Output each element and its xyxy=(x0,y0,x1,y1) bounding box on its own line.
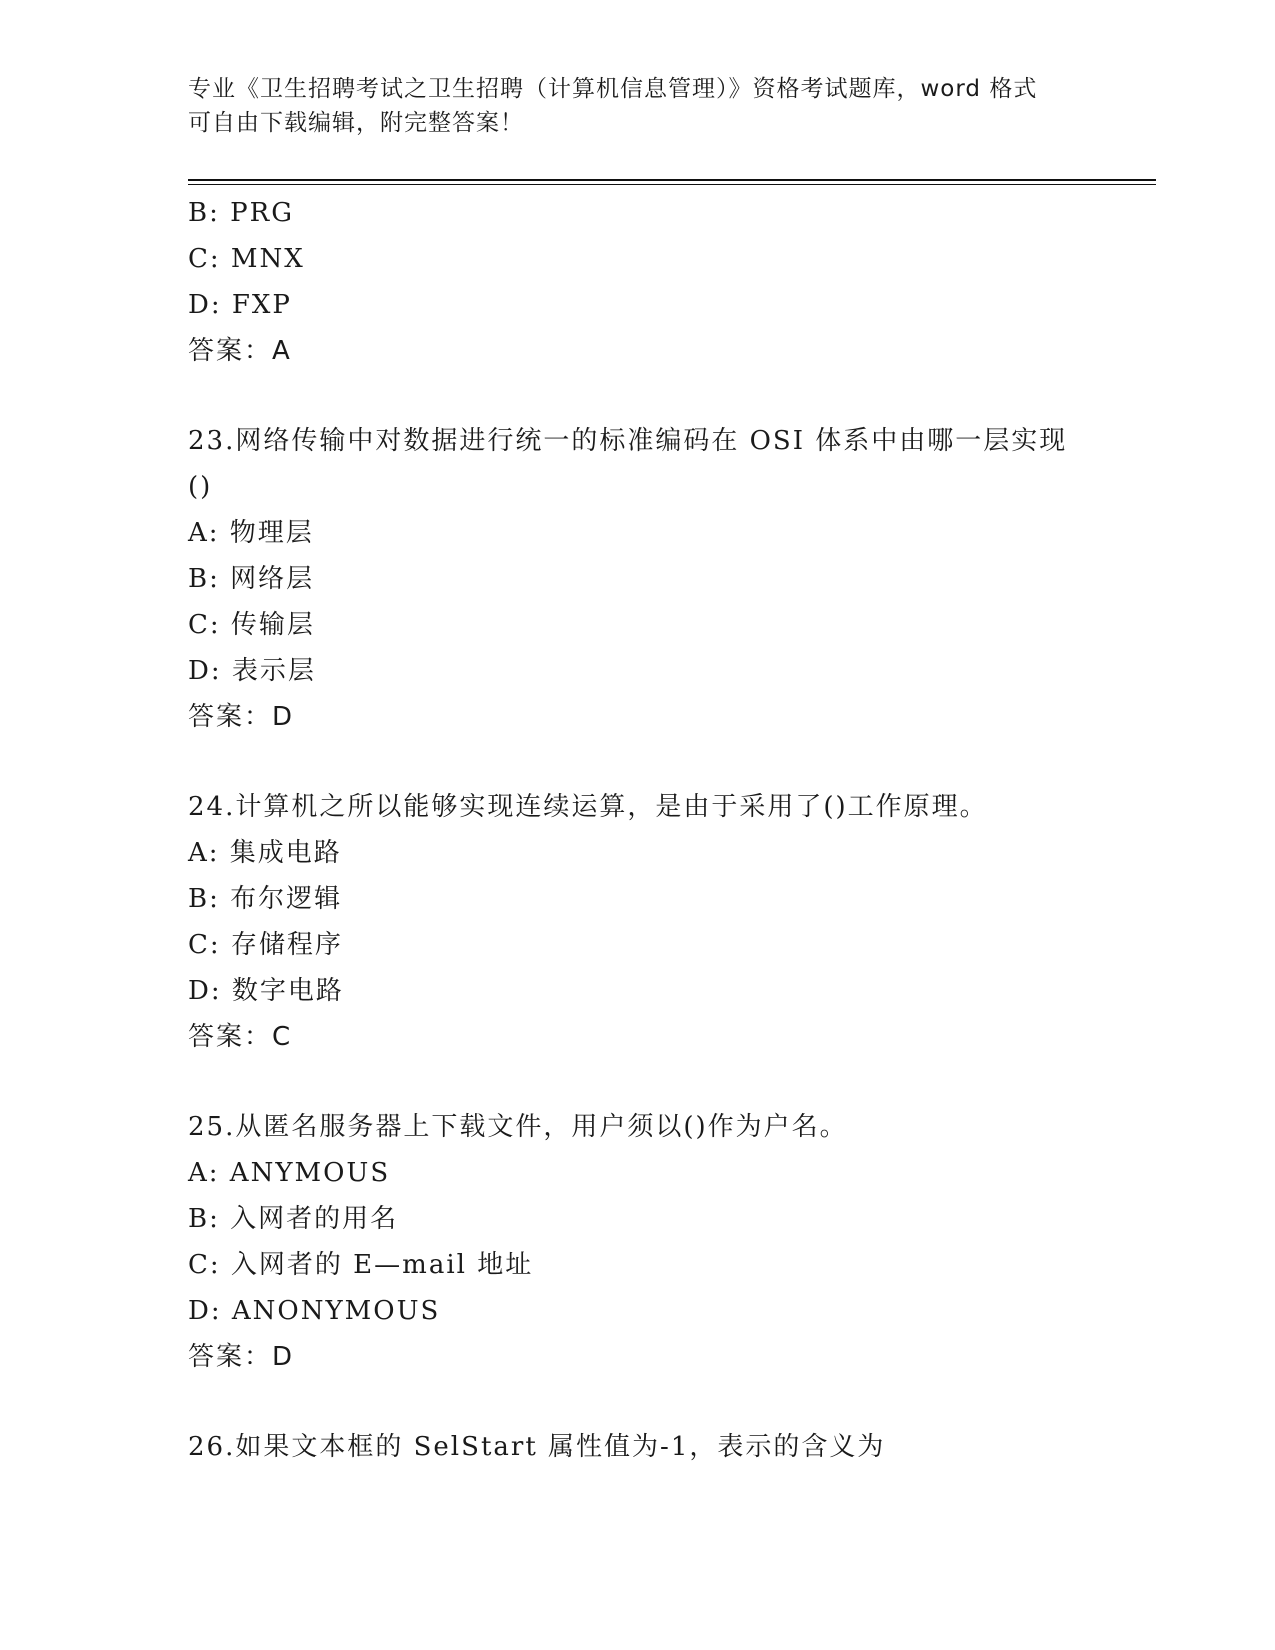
option-a: A: ANYMOUS xyxy=(188,1158,391,1188)
spacer xyxy=(188,1060,1088,1104)
question-text: 24.计算机之所以能够实现连续运算，是由于采用了()工作原理。 xyxy=(188,792,988,822)
option-a: A: 集成电路 xyxy=(188,838,342,868)
answer-line: 答案：A xyxy=(188,336,292,366)
header-divider-thick xyxy=(188,179,1156,181)
option-b: B: 布尔逻辑 xyxy=(188,884,343,914)
spacer xyxy=(188,1380,1088,1424)
question-23 xyxy=(188,418,1088,740)
answer-line: 答案：C xyxy=(188,1022,293,1052)
option-c: C: MNX xyxy=(188,244,305,274)
option-c: C: 存储程序 xyxy=(188,930,343,960)
spacer xyxy=(188,374,1088,418)
spacer xyxy=(188,740,1088,784)
option-a: A: 物理层 xyxy=(188,518,314,548)
option-d: D: ANONYMOUS xyxy=(188,1296,441,1326)
question-26 xyxy=(188,1424,1088,1470)
option-d: D: 表示层 xyxy=(188,656,316,686)
option-d: D: FXP xyxy=(188,290,292,320)
question-text-continued: () xyxy=(188,472,213,502)
question-22-continued xyxy=(188,190,1088,374)
header-title-line1: 专业《卫生招聘考试之卫生招聘（计算机信息管理）》资格考试题库，word 格式 xyxy=(188,76,1038,102)
option-b: B: 入网者的用名 xyxy=(188,1204,399,1234)
question-25 xyxy=(188,1104,1088,1380)
header-divider-thin xyxy=(188,184,1156,185)
document-header xyxy=(188,72,1088,140)
question-list xyxy=(188,190,1088,1470)
option-b: B: PRG xyxy=(188,198,294,228)
question-text: 23.网络传输中对数据进行统一的标准编码在 OSI 体系中由哪一层实现 xyxy=(188,426,1068,456)
answer-line: 答案：D xyxy=(188,1342,295,1372)
question-text: 26.如果文本框的 SelStart 属性值为-1，表示的含义为 xyxy=(188,1432,886,1462)
header-title-line2: 可自由下载编辑，附完整答案！ xyxy=(188,110,524,136)
question-text: 25.从匿名服务器上下载文件，用户须以()作为户名。 xyxy=(188,1112,848,1142)
option-b: B: 网络层 xyxy=(188,564,315,594)
option-c: C: 入网者的 E—mail 地址 xyxy=(188,1250,534,1280)
question-24 xyxy=(188,784,1088,1060)
answer-line: 答案：D xyxy=(188,702,295,732)
option-c: C: 传输层 xyxy=(188,610,315,640)
option-d: D: 数字电路 xyxy=(188,976,344,1006)
